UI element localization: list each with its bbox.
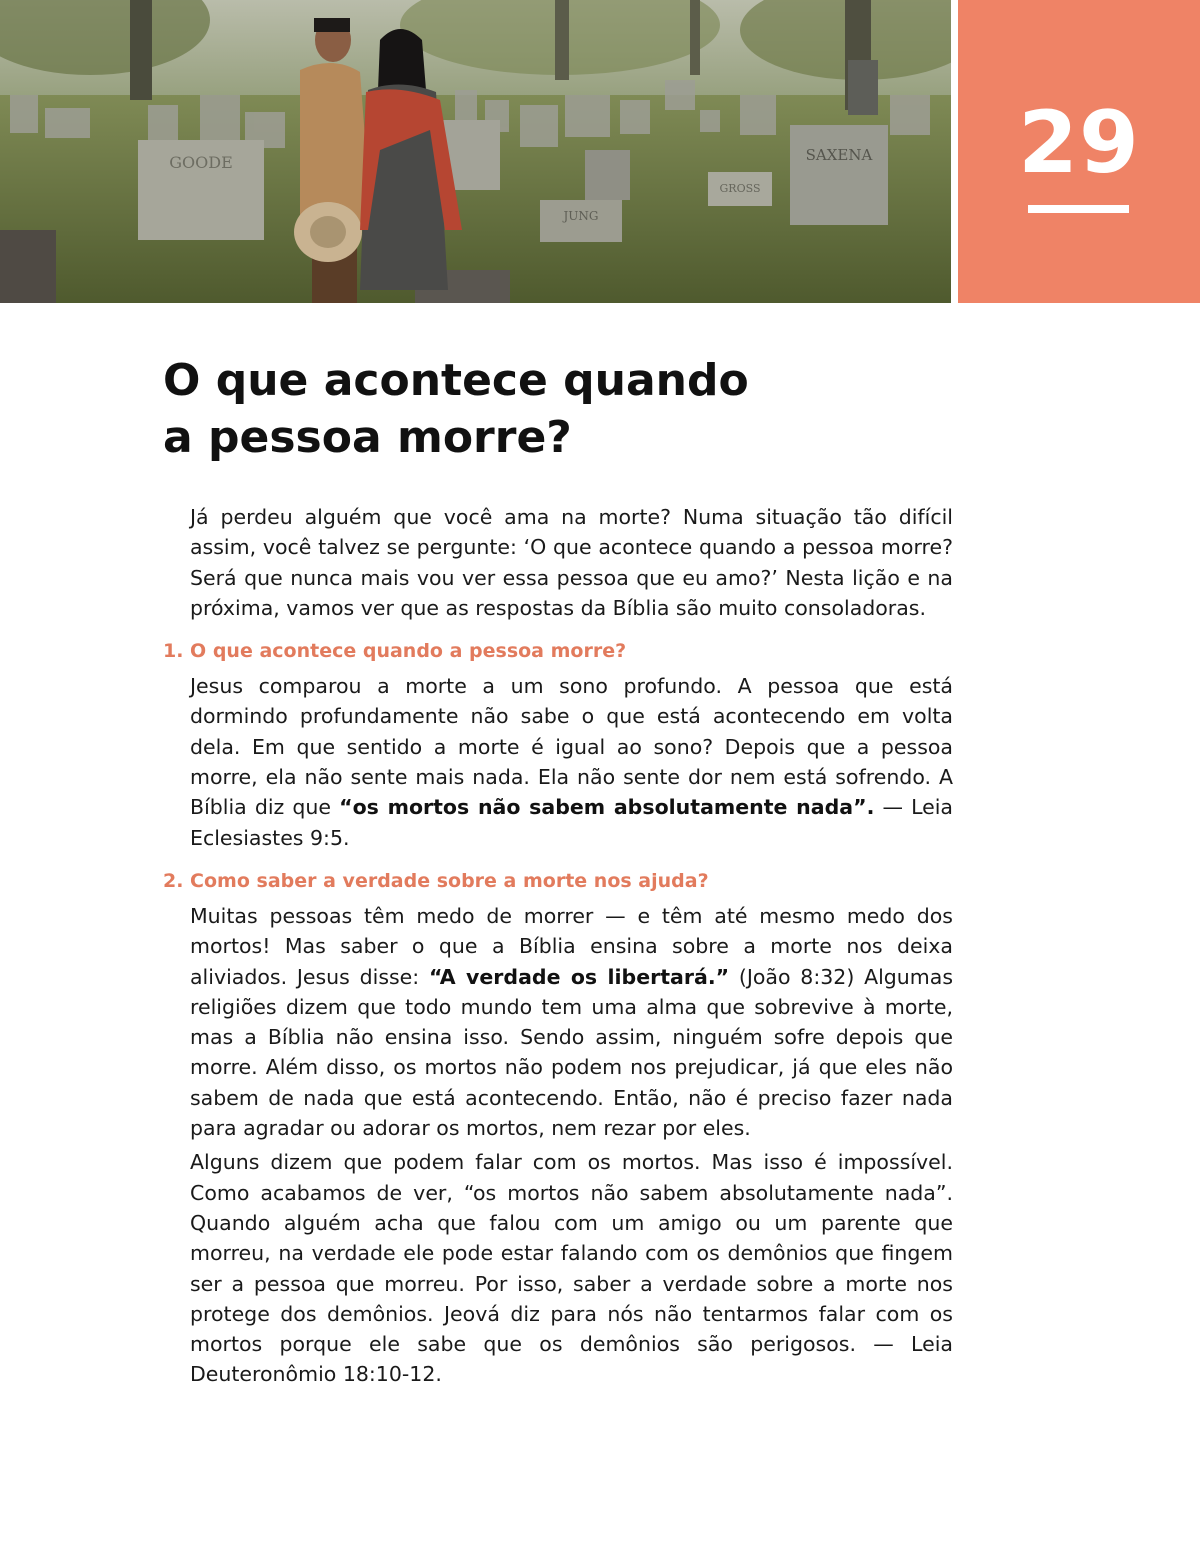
question-2-heading: 2. Como saber a verdade sobre a morte nos ajuda?	[163, 869, 709, 892]
q1-text-after: — Leia Eclesiastes 9:5.	[190, 795, 953, 850]
page-title-line-1: O que acontece quando	[163, 355, 749, 406]
q1-text-before: Jesus comparou a morte a um sono profundo. A pessoa que está dormindo profundamente não sabe o que está acontecendo em volta dela. Em que sentido a morte é igual ao sono? Depois que a pessoa morre, ela não sente mais nada. Ela não sente dor nem está sofrendo. A Bíblia diz que	[190, 674, 953, 820]
lesson-number-underline	[1028, 205, 1129, 213]
page-title-line-2: a pessoa morre?	[163, 412, 572, 463]
gravestone-gross: GROSS	[719, 182, 761, 195]
gravestone-saxena: SAXENA	[805, 146, 873, 164]
question-2-paragraph-1	[163, 901, 953, 1143]
q2-text-after: (João 8:32) Algumas religiões dizem que todo mundo tem uma alma que sobrevive à morte, mas a Bíblia não ensina isso. Sendo assim, ninguém sofre depois que morre. Além disso, os mortos não podem nos prejudicar, já que eles não sabem de nada que está acontecendo. Então, não é preciso fazer nada para agradar ou adorar os mortos, nem rezar por eles.	[190, 964, 954, 1141]
q2-text-before: Muitas pessoas têm medo de morrer — e têm até mesmo medo dos mortos! Mas saber o que a Bíblia ensina sobre a morte nos deixa aliviados. Jesus disse:	[190, 903, 953, 989]
gravestone-jung: JUNG	[563, 209, 599, 223]
q1-bold-quote: “os mortos não sabem absolutamente nada”.	[339, 795, 875, 820]
page-title	[163, 352, 923, 466]
question-1-heading: 1. O que acontece quando a pessoa morre?	[163, 640, 627, 663]
header-photo-cemetery-couple	[0, 0, 951, 303]
question-1-paragraph	[163, 671, 953, 853]
question-2-paragraph-2: Alguns dizem que podem falar com os mortos. Mas isso é impossível. Como acabamos de ver, “os mortos não sabem absolutamente nada”. Quando alguém acha que falou com um amigo ou um parente que morreu, na verdade ele pode estar falando com os demônios que fingem ser a pessoa que morreu. Por isso, saber a verdade sobre a morte nos protege dos demônios. Jeová diz para nós não tentarmos falar com os mortos porque ele sabe que os demônios são perigosos. — Leia Deuteronômio 18:10-12.	[190, 1150, 953, 1387]
lesson-number-box	[958, 0, 1200, 303]
q2-bold-quote: “A verdade os libertará.”	[428, 964, 730, 989]
intro-paragraph: Já perdeu alguém que você ama na morte? Numa situação tão difícil assim, você talvez se pergunte: ‘O que acontece quando a pessoa morre? Será que nunca mais vou ver essa pessoa que eu amo?’ Nesta lição e na próxima, vamos ver que as respostas da Bíblia são muito consoladoras.	[190, 505, 953, 620]
lesson-number: 29	[1018, 93, 1140, 193]
lesson-content	[163, 502, 953, 1390]
gravestone-goode: GOODE	[169, 153, 233, 172]
